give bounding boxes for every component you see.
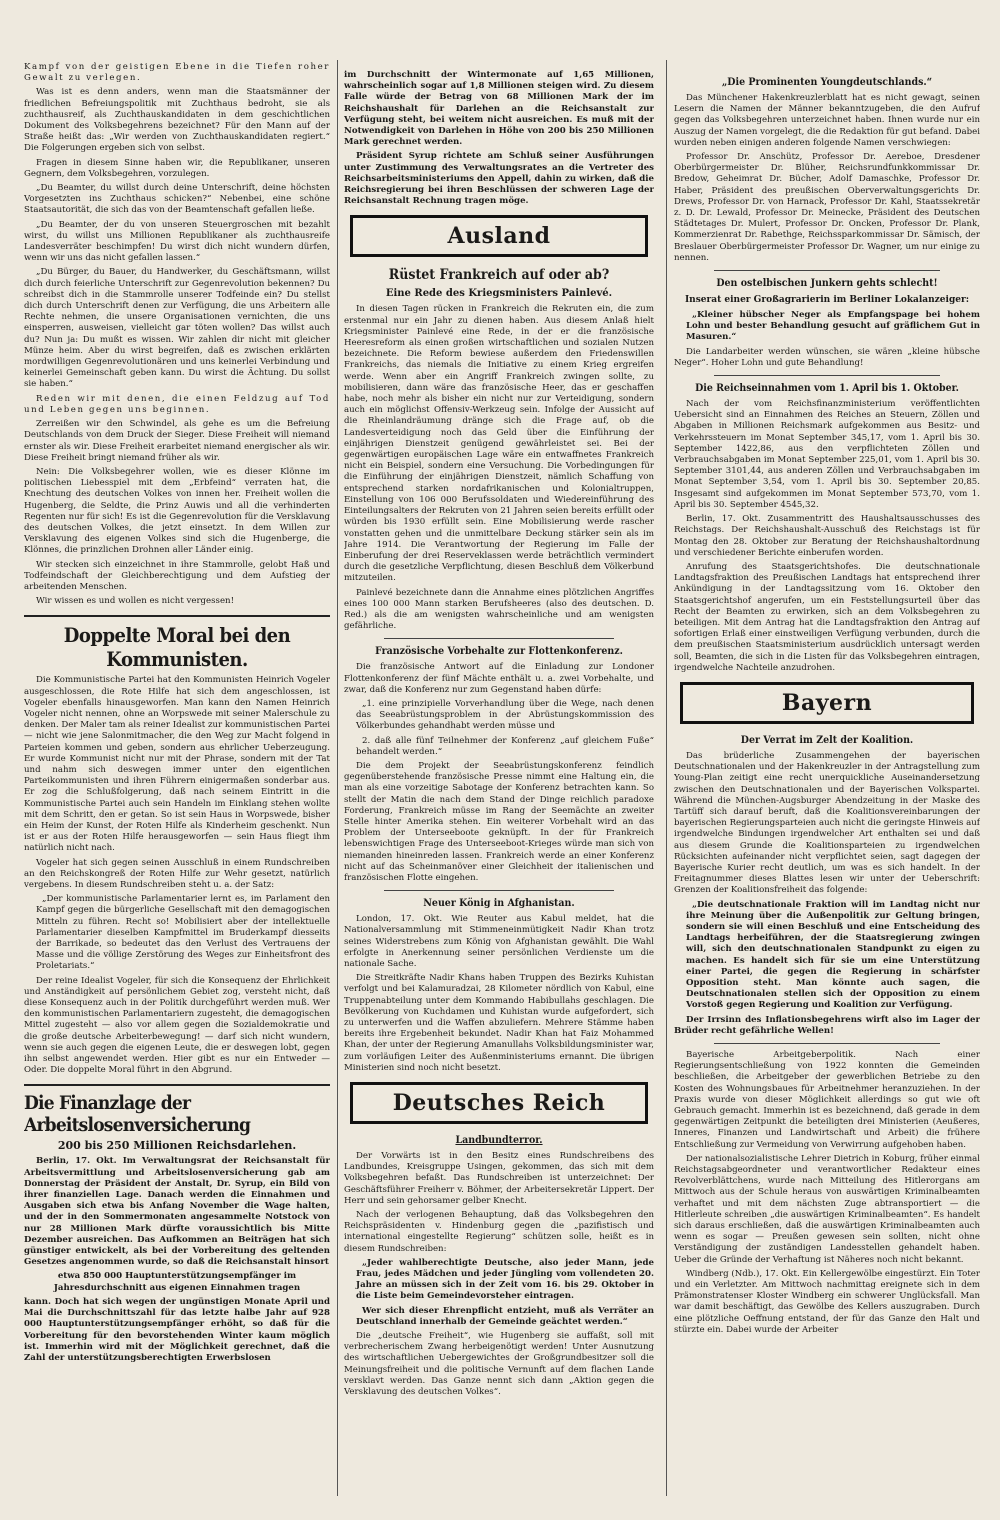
quote: „Der kommunistische Parlamentarier lernt es, im Parlament den Kampf gegen die bürgerliche Gesellschaft mit den demagogischen Mitteln zu führen. Recht so! Mobilisiert aber der intellektuelle Parlamentarier dieselben Kampfmittel im Bruderkampf diesseits der Barrikade, so bedeutet das den Verlust des Vertrauens der Masse und die völlige Zerstörung des Weges zur Einheitsfront des Proletariats.“ <box>36 894 330 972</box>
article-headline: Rüstet Frankreich auf oder ab? <box>388 267 610 284</box>
paragraph: Wir stecken sich einzeichnet in ihre Stammrolle, gelobt Haß und Todfeindschaft der Gleichberechtigung und dem Aufstieg der arbeitenden Menschen. <box>24 559 330 592</box>
article-headline: Den ostelbischen Junkern gehts schlecht! <box>716 277 938 290</box>
quote: „Die deutschnationale Fraktion will im Landtag nicht nur ihre Meinung über die Außenpolitik zur Geltung bringen, sondern sie will einen Beschluß und eine Entscheidung des Landtags herbeiführen, der die Staatsregierung zwingen will, sich den deutschnationalen Standpunkt zu eigen zu machen. Es handelt sich für sie um eine Unterstützung einer Partei, die gegen die Regierung in schärfster Opposition steht. Man könnte auch sagen, die Deutschnationalen stellen sich der Opposition zu einem Vorstoß gegen Regierung und Koalition zur Verfügung. <box>686 899 980 1011</box>
paragraph: Berlin, 17. Okt. Zusammentritt des Haushaltsausschusses des Reichstags. Der Reichshaushalt-Ausschuß des Reichstags ist für Montag den 28. Oktober zur Beratung der Reichshaushaltordnung und verschiedener Berichte einberufen worden. <box>674 514 980 558</box>
article-subheadline: Eine Rede des Kriegsministers Painlevé. <box>385 288 613 300</box>
paragraph: Nach der vom Reichsfinanzministerium veröffentlichten Uebersicht sind an Einnahmen des Reiches an Steuern, Zöllen und Abgaben in Millionen Reichsmark aufgekommen aus Besitz- und Verkehrssteuern im Monat September 345,17, vom 1. April bis 30. September 1422,86, aus den verpflichteten Zöllen und Verbrauchsabgaben im Monat September 225,01, vom 1. April bis 30. September 3101,44, aus anderen Zöllen und Verbrauchsabgaben im Monat September 3,54, vom 1. April bis 30. September 20,85. Insgesamt sind aufgekommen im Monat September 573,70, vom 1. April bis 30. September 4545,32. <box>674 399 980 510</box>
paragraph: Der Vorwärts ist in den Besitz eines Rundschreibens des Landbundes, Kreisgruppe Usingen, gekommen, das sich mit dem Volksbegehren befaßt. Das Rundschreiben ist unterzeichnet: Der Geschäftsführer Freiherr v. Böhmer, der Arbeitersekretär Lippert. Der Herr und sein gehorsamer gelber Knecht. <box>344 1151 654 1206</box>
paragraph: Die Kommunistische Partei hat den Kommunisten Heinrich Vogeler ausgeschlossen, die Rote Hilfe hat sich dem angeschlossen, ist Vogeler ebenfalls hinausgeworfen. Man kann den Namen Heinrich Vogeler nicht nennen, ohne an Worpswede mit seiner Malerschule zu denken. Der Maler tam als reiner Idealist zur kommunistischen Partei — nicht wie jene Salonmitmacher, die den Weg zur Macht folgend in Parteien kommen und geben, sondern aus ehrlicher Ueberzeugung. Er wurde Kommunist nicht nur mit der Phrase, sondern mit der Tat und nahm sich deswegen immer unter den eigentlichen Parteikommunisten und ihren Führern einigermaßen sonderbar aus. Er zog die Schlußfolgerung, daß nach seinem Eintritt in die Kommunistische Partei auch sein Handeln im Einklang stehen wollte mit dem Schritt, den er getan. So ist sein Haus in Worpswede, bisher ein Heim der Kunst, der Roten Hilfe als Kinderheim geschenkt. Nun ist er aus der Roten Hilfe herausgeworfen — sein Haus fliegt ihm natürlich nicht nach. <box>24 675 330 854</box>
paragraph: London, 17. Okt. Wie Reuter aus Kabul meldet, hat die Nationalversammlung mit Stimmeneinmütigkeit Nadir Khan trotz seines Widerstrebens zum König von Afghanistan gewählt. Die Wahl erfolgte in Anerkennung seiner persönlichen Verdienste um die nationale Sache. <box>344 914 654 969</box>
article-headline: Doppelte Moral bei den Kommunisten. <box>63 623 291 672</box>
paragraph: Der reine Idealist Vogeler, für sich die Konsequenz der Ehrlichkeit und Anständigkeit auf persönlichem Gebiet zog, versteht nicht, daß diese Konsequenz auch in der Politik durchgeführt werden muß. Wer den kommunistischen Parlamentariern zugesteht, die demagogischen Mittel zugesteht — also vor allem gegen die Sozialdemokratie und die große deutsche Arbeiterbewegung! — darf sich nicht wundern, wenn sie auch gegen die eigenen Leute, die er deswegen lobt, gegen ihn selbst angewendet werden. Hier gibt es nur ein Entweder — Oder. Die doppelte Moral führt in den Abgrund. <box>24 975 330 1076</box>
article-headline: Die Reichseinnahmen vom 1. April bis 1. Oktober. <box>695 382 959 395</box>
section-header-deutsches-reich: Deutsches Reich <box>350 1082 648 1124</box>
paragraph: Die französische Antwort auf die Einladung zur Londoner Flottenkonferenz der fünf Mächte enthält u. a. zwei Vorbehalte, und zwar, daß die Konferenz nur zum Gegenstand haben dürfe: <box>344 662 654 695</box>
divider <box>24 1084 330 1086</box>
paragraph: Nein: Die Volksbegehrer wollen, wie es dieser Klönne im politischen Liebesspiel mit dem „Erbfeind“ verraten hat, die Knechtung des deutschen Volkes von innen her. Freiheit wollen die Hugenberg, die Seldte, die Prinz Auwis und all die verhinderten Regenten nur für sich! Es ist die Gegenrevolution für die Versklavung des deutschen Volkes, die jetzt einsetzt. In dem Willen zur Versklavung des eigenen Volkes sind sich die Hugenberge, die Klönnes, die prinzlichen Drohnen aller Länder einig. <box>24 466 330 556</box>
quote: „Kleiner hübscher Neger als Empfangspage bei hohem Lohn und bester Behandlung gesucht auf gräflichem Gut in Masuren.“ <box>686 310 980 343</box>
paragraph: Kampf von der geistigen Ebene in die Tiefen roher Gewalt zu verlegen. <box>24 62 330 84</box>
column-left <box>24 62 330 1500</box>
paragraph: Die „deutsche Freiheit“, wie Hugenberg sie auffaßt, soll mit verbrecherischem Zwang herbeigenötigt werden! Unter Ausnutzung des wirtschaftlichen Uebergewichtes der Großgrundbesitzer soll die Meinungsfreiheit und die politische Vernunft auf dem flachen Lande versklavt werden. Das Ganze nennt sich dann „Aktion gegen die Versklavung des deutschen Volkes“. <box>344 1331 654 1398</box>
paragraph: Die Landarbeiter werden wünschen, sie wären „kleine hübsche Neger“. Hoher Lohn und gute Behandlung! <box>674 346 980 368</box>
divider <box>384 638 614 639</box>
article-headline: „Die Prominenten Youngdeutschlands.“ <box>721 76 933 88</box>
paragraph: Die Streitkräfte Nadir Khans haben Truppen des Bezirks Kuhistan verfolgt und bei Kalamuradzai, 28 Kilometer nördlich von Kabul, eine Truppenabteilung unter dem Kommando Habibullahs geschlagen. Die Bevölkerung von Kuchdamen und Kuhistan wurde aufgefordert, sich zu unterwerfen und die Waffen abzuliefern. Mehrere Stämme haben bereits ihre Ergebenheit bekundet. Nadir Khan hat Faiz Mohammed Khan, der unter der Regierung Amanullahs Volksbildungsminister war, zum vorläufigen Leiter des Außenministeriums ernannt. Die übrigen Ministerien sind noch nicht besetzt. <box>344 973 654 1073</box>
quote: „Jeder wahlberechtigte Deutsche, also jeder Mann, jede Frau, jedes Mädchen und jeder Jüngling vom vollendeten 20. Jahre an müssen sich in der Zeit vom 16. bis 29. Oktober in die Liste beim Gemeindevorsteher eintragen. <box>356 1257 654 1302</box>
quote: Wer sich dieser Ehrenpflicht entzieht, muß als Verräter an Deutschland innerhalb der Gemeinde geächtet werden.“ <box>356 1305 654 1327</box>
divider <box>384 890 614 891</box>
paragraph: Die dem Projekt der Seeabrüstungskonferenz feindlich gegenüberstehende französische Presse nimmt eine Haltung ein, die man als eine vorzeitige Sabotage der Konferenz betrachten kann. So stellt der Matin die nach dem Stand der Dinge reichlich paradoxe Forderung, Frankreich müsse im Rang der Seemächte an zweiter Stelle hinter Amerika stehen. Ein weiterer Vorbehalt wird an das Problem der Unterseeboote geknüpft. In der für Frankreich lebenswichtigen Frage des Unterseeboot-Krieges würde man sich von niemanden hineinreden lassen. Frankreich werde an einer Konferenz nicht auf das Scheinmanöver einer Gleichheit der italienischen und französischen Flotte eingehen. <box>344 760 654 883</box>
paragraph: Das Münchener Hakenkreuzlerblatt hat es nicht gewagt, seinen Lesern die Namen der Männer bekanntzugeben, die den Aufruf gegen das Volksbegehren unterzeichnet haben. Ihnen wurde nur ein Auszug der Namen vorgelegt, die die Redaktion für gut befand. Dabei wurden neben einigen anderen folgende Namen verschwiegen: <box>674 93 980 148</box>
section-header-ausland: Ausland <box>350 215 648 257</box>
article-subheadline: 200 bis 250 Millionen Reichsdarlehen. <box>57 1139 297 1153</box>
quote: 2. daß alle fünf Teilnehmer der Konferenz „auf gleichem Fuße“ behandelt werden.“ <box>356 735 654 757</box>
article-headline: Neuer König in Afghanistan. <box>423 897 575 910</box>
paragraph: Wir wissen es und wollen es nicht vergessen! <box>36 596 235 607</box>
paragraph: Der Irrsinn des Inflationsbegehrens wirft also im Lager der Brüder recht gefährliche Wellen! <box>674 1014 980 1036</box>
paragraph: Windberg (Ndb.), 17. Okt. Ein Kellergewölbe eingestürzt. Ein Toter und ein Verletzter. Am Mittwoch nachmittag ereignete sich in dem Prämonstratenser Kloster Windberg ein schwerer Unglücksfall. Man war damit beschäftigt, das Gewölbe des Kellers auszugraben. Durch eine plötzliche Oeffnung entstand, der für das Ganze den Halt und stürzte ein. Dabei wurde der Arbeiter <box>674 1268 980 1335</box>
paragraph: kann. Doch hat sich wegen der ungünstigen Monate April und Mai die Durchschnittszahl für das letzte halbe Jahr auf 928 000 Hauptunterstützungsempfänger erhöht, so daß für die Vorbereitung für den bevorstehenden Winter kaum möglich ist. Immerhin wird mit der Möglichkeit gerechnet, daß die Zahl der unterstützungsberechtigten Erwerbslosen <box>24 1296 330 1363</box>
column-rule <box>337 60 338 1496</box>
column-right <box>674 70 980 1500</box>
paragraph: Was ist es denn anders, wenn man die Staatsmänner der friedlichen Befreiungspolitik mit Zuchthaus bedroht, sie als zuchthausreif, als Zuchthauskandidaten in dem geschichtlichen Dokument des Volksbegehrens bezeichnet? Für den Mann auf der Straße heißt das: „Wir werden von Zuchthauskandidaten regiert.“ Die Folgerungen ergeben sich von selbst. <box>24 87 330 154</box>
divider <box>714 375 940 376</box>
article-subheadline: Inserat einer Großagrarierin im Berliner Lokalanzeiger: <box>684 295 970 306</box>
paragraph: Anrufung des Staatsgerichtshofes. Die deutschnationale Landtagsfraktion des Preußischen Landtags hat entsprechend ihrer Ankündigung in der Landtagssitzung vom 16. Oktober den Staatsgerichtshof angerufen, um ein Feststellungsurteil über das Recht der Beamten zu erwirken, sich an dem Volksbegehren zu beteiligen. Mit dem Antrag hat die Landtagsfraktion den Antrag auf sofortigen Erlaß einer einstweiligen Verfügung verbunden, durch die dem preußischen Staatsministerium ausdrücklich untersagt werden soll, Beamten, die sich in die Listen für das Volksbegehren eintragen, irgendwelche Nachteile anzudrohen. <box>674 561 980 673</box>
paragraph: Painlevé bezeichnete dann die Annahme eines plötzlichen Angriffes eines 100 000 Mann starken Berufsheeres (also des deutschen. D. Red.) als die am wenigsten wahrscheinliche und am wenigsten gefährliche. <box>344 587 654 632</box>
paragraph: Der nationalsozialistische Lehrer Dietrich in Koburg, früher einmal Reichstagsabgeordneter und verantwortlicher Redakteur eines Revolverblättchens, wurde nach Mitteilung des Hitlerorgans am Mittwoch aus der Schule heraus von auswärtigen Kriminalbeamten verhaftet und mit dem nächsten Zuge abtransportiert — die Hitlerleute schreiben „die auswärtigen Kriminalbeamten“. Es handelt sich daraus erschließen, daß die auswärtigen Kriminalbeamten auch wenn es sogar — Preußen gewesen sein sollten, nicht ohne Verständigung der zuständigen Landesstellen gehandelt haben. Ueber die Gründe der Verhaftung ist Näheres noch nicht bekannt. <box>674 1153 980 1265</box>
paragraph: Nach der verlogenen Behauptung, daß das Volksbegehren den Reichspräsidenten v. Hindenburg gegen die „pazifistisch und international eingestellte Regierung“ schützen solle, heißt es in diesem Rundschreiben: <box>344 1210 654 1254</box>
paragraph: „Du Beamter, du willst durch deine Unterschrift, deine höchsten Vorgesetzten ins Zuchthaus schicken?“ Nebenbei, eine schöne Staatsautorität, die sich das von der Beamtenschaft gefallen ließe. <box>24 183 330 216</box>
article-headline: Der Verrat im Zelt der Koalition. <box>740 733 914 746</box>
paragraph: In diesen Tagen rücken in Frankreich die Rekruten ein, die zum erstenmal nur ein Jahr zu dienen haben. Aus diesem Anlaß hielt Kriegsminister Painlevé eine Rede, in der er die französische Heeresreform als einen großen wirtschaftlichen und sozialen Nutzen bezeichnete. Die Reform bewiese außerdem den Friedenswillen Frankreichs, das niemals die Initiative zu einem Krieg ergreifen werde. Wenn aber ein Angriff Frankreich zwingen sollte, zu mobilisieren, dann wäre das französische Heer, das er geschaffen habe, noch mehr als bisher ein nicht nur zur Verteidigung, sondern auch ein möglichst Offensiv-Werkzeug sein. Infolge der Aussicht auf die Rheinlandräumung dränge sich die Frage auf, ob die Landesverteidigung noch das Geld über die Einführung der einjährigen Dienstzeit genügend gewährleistet sei. Bei der gegenwärtigen europäischen Lage wäre ein entwaffnetes Frankreich nicht ein Beispiel, sondern eine Versuchung. Die Vorbedingungen für die Einführung der einjährigen Dienstzeit, nämlich Schaffung von entsprechend starken nordafrikanischen und Kolonialtruppen, Einstellung von 106 000 Berufssoldaten und Wiedereinführung des Einteilungsalters der Rekruten von 21 Jahren seien bereits erfüllt oder würden bis 1930 erfüllt sein. Eine Mobilisierung werde rascher vonstatten gehen und die unmittelbare Deckung stärker sein als im Jahre 1914. Die Verantwortung der Regierung im Falle der Einberufung der drei Reserveklassen werde beträchtlich vermindert durch die gesetzliche Verpflichtung, diesen Beschluß dem Völkerbund mitzuteilen. <box>344 304 654 584</box>
paragraph: Zerreißen wir den Schwindel, als gehe es um die Befreiung Deutschlands von dem Druck der Sieger. Diese Freiheit will niemand ernster als wir. Diese Freiheit erarbeitet niemand energischer als wir. Diese Freiheit bringt niemand früher als wir. <box>24 419 330 463</box>
column-rule <box>666 60 667 1496</box>
section-header-bayern: Bayern <box>680 682 974 724</box>
article-headline: Landbundterror. <box>455 1134 543 1147</box>
paragraph: Professor Dr. Anschütz, Professor Dr. Aereboe, Dresdener Oberbürgermeister Dr. Blüher, Reichsrundfunkkommissar Dr. Bredow, Geheimrat Dr. Bücher, Adolf Damaschke, Professor Dr. Haber, Präsident des preußischen Oberverwaltungsgerichts Dr. Drews, Professor Dr. von Harnack, Professor Dr. Kahl, Staatssekretär z. D. Dr. Lewald, Professor Dr. Meinecke, Präsident des Deutschen Städtetages Dr. Mulert, Professor Dr. Oncken, Professor Dr. Plank, Kommerzienrat Dr. Rabethge, Reichssparkommissar Dr. Sämisch, der Breslauer Oberbürgermeister Professor Dr. Wagner, um nur einige zu nennen. <box>674 152 980 263</box>
article-headline: Die Finanzlage der Arbeitslosenversicherung <box>24 1092 251 1137</box>
quote: „1. eine prinzipielle Vorverhandlung über die Wege, nach denen das Seeabrüstungsproblem in der Abrüstungskommission des Völkerbundes gehandhabt werden müsse und <box>356 698 654 732</box>
paragraph: Berlin, 17. Okt. Im Verwaltungsrat der Reichsanstalt für Arbeitsvermittlung und Arbeitslosenversicherung gab am Donnerstag der Präsident der Anstalt, Dr. Syrup, ein Bild von ihrer finanziellen Lage. Danach werden die Einnahmen und Ausgaben sich etwa bis Anfang November die Wage halten, und der in den Sommermonaten angesammelte Notstock von nur 28 Millionen Mark dürfte voraussichtlich bis Mitte Dezember ausreichen. Das Aufkommen an Beiträgen hat sich günstiger entwickelt, als bei der Vorbereitung des geltenden Gesetzes angenommen wurde, so daß die Reichsanstalt hinsort <box>24 1156 330 1268</box>
paragraph: Präsident Syrup richtete am Schluß seiner Ausführungen unter Zustimmung des Verwaltungsrates an die Vertreter des Reichsarbeitsministeriums den Appell, dahin zu wirken, daß die Reichsregierung bei ihren Beschlüssen der schweren Lage der Reichsanstalt Rechnung tragen möge. <box>344 151 654 207</box>
paragraph: Bayerische Arbeitgeberpolitik. Nach einer Regierungsentschließung von 1922 konnten die Gemeinden beschließen, die Arbeitgeber der gewerblichen Betriebe zu den Kosten des Wohnungsbaues für Arbeitnehmer heranzuziehen. In der Praxis wurde von dieser Möglichkeit allerdings so gut wie oft Gebrauch gemacht. Immerhin ist es bezeichnend, daß gerade in dem gegenwärtigen Zeitpunkt die beteiligten drei Ministerien (Aeußeres, Inneres, Finanzen und Landwirtschaft und Arbeit) die frühere Entschließung zur Vermeidung von Verwirrung aufgehoben haben. <box>674 1050 980 1150</box>
paragraph: „Du Beamter, der du von unseren Steuergroschen mit bezahlt wirst, du willst uns Millionen Republikaner als zuchthausreife Landesverräter beschimpfen! Du wirst dich nicht wundern dürfen, wenn wir uns das nicht gefallen lassen.“ <box>24 219 330 264</box>
paragraph: Das brüderliche Zusammengehen der bayerischen Deutschnationalen und der Hakenkreuzler in der Antragstellung zum Young-Plan zeitigt eine recht unerquickliche Auseinandersetzung zwischen den Deutschnationalen und der Bayerischen Volkspartei. Während die München-Augsburger Abendzeitung in der Maske des Tartüff sich darauf beruft, daß die Koalitionsvereinbarungen der bayerischen Regierungsparteien auch nicht die geringste Hinweis auf irgendwelche Bindungen irgendwelcher Art enthalten sei und daß aus diesem Grunde die Koalitionsparteien zu irgendwelchen Rücksichten aufeinander nicht verpflichtet seien, sagt dagegen der Bayerische Kurier recht deutlich, um was es sich handelt. In der Freitagnummer dieses Blattes lesen wir unter der Ueberschrift: Grenzen der Koalitionsfreiheit das folgende: <box>674 750 980 896</box>
divider <box>24 615 330 617</box>
paragraph: im Durchschnitt der Wintermonate auf 1,65 Millionen, wahrscheinlich sogar auf 1,8 Millionen steigen wird. Zu diesem Falle würde der Betrag von 68 Millionen Mark der im Reichshaushalt für Darlehen an die Reichsanstalt zur Verfügung steht, bei weitem nicht ausreichen. Es muß mit der Notwendigkeit von Darlehen in Höhe von 200 bis 250 Millionen Mark gerechnet werden. <box>344 70 654 148</box>
divider <box>714 270 940 271</box>
paragraph-centered: etwa 850 000 Hauptunterstützungsempfänger im Jahresdurchschnitt aus eigenen Einnahmen tragen <box>53 1271 301 1293</box>
column-middle <box>344 70 654 1500</box>
paragraph: Vogeler hat sich gegen seinen Ausschluß in einem Rundschreiben an den Reichskongreß der Roten Hilfe zur Wehr gesetzt, natürlich vergebens. In diesem Rundschreiben steht u. a. der Satz: <box>24 857 330 890</box>
article-headline: Französische Vorbehalte zur Flottenkonferenz. <box>375 645 623 658</box>
paragraph: Reden wir mit denen, die einen Feldzug auf Tod und Leben gegen uns beginnen. <box>24 393 330 415</box>
paragraph: „Du Bürger, du Bauer, du Handwerker, du Geschäftsmann, willst dich durch feierliche Unterschrift zur Gegenrevolution bekennen? Du schreibst dich in die Stammrolle unserer Todfeinde ein? Du stellst dich durch Unterschrift denen zur Verfügung, die uns Arbeitern alle Rechte nehmen, die unsere Organisationen vernichten, die uns einsperren, ausweisen, vielleicht gar töten wollen? Das willst auch du? Nun ja: Du mußt es wissen. Wir zahlen dir nicht mit gleicher Münze heim. Aber du wirst begreifen, daß es zwischen erklärten mordwilligen Gegenrevolutionären und uns keinerlei Verbindung und keinerlei Gemeinschaft geben kann. Du wirst die Ächtung. Du sollst sie haben.“ <box>24 267 330 390</box>
divider <box>714 1043 940 1044</box>
paragraph: Fragen in diesem Sinne haben wir, die Republikaner, unseren Gegnern, dem Volksbegehren, vorzulegen. <box>24 157 330 179</box>
